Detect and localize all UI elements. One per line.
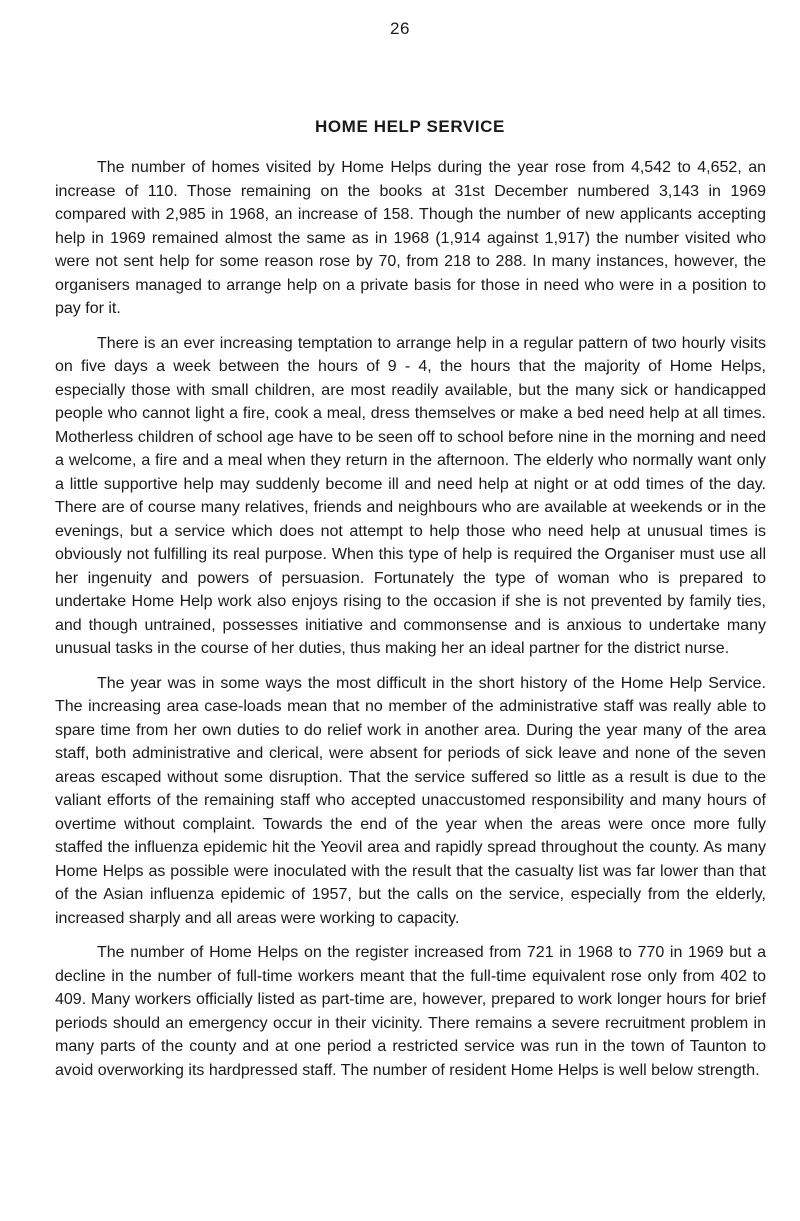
paragraph: The number of Home Helps on the register increased from 721 in 1968 to 770 in 1969 but a decline in the number of full-time workers meant that the full-time equivalent rose only from 402 to 409. Many workers officially listed as part-time are, however, prepared to work longer hours for brief periods should an emergency occur in their vicinity. There remains a severe recruitment problem in many parts of the county and at one period a restricted service was run in the town of Taunton to avoid overworking its hardpressed staff. The number of resident Home Helps is well below strength. xyxy=(55,944,766,1079)
section-heading: HOME HELP SERVICE xyxy=(314,117,505,136)
paragraph: The number of homes visited by Home Helps during the year rose from 4,542 to 4,652, an increase of 110. Those remaining on the books at 31st December numbered 3,143 in 1969 compared with 2,985 in 1968, an increase of 158. Though the number of new applicants accepting help in 1969 remained almost the same as in 1968 (1,914 against 1,917) the number visited who were not sent help for some reason rose by 70, from 218 to 288. In many instances, however, the organisers managed to arrange help on a private basis for those in need who were in a position to pay for it. xyxy=(55,159,766,317)
body-text xyxy=(55,156,766,1093)
paragraph: There is an ever increasing temptation to arrange help in a regular pattern of two hourly visits on five days a week between the hours of 9 - 4, the hours that the majority of Home Helps, especially those with small children, are most readily available, but the many sick or handicapped people who cannot light a fire, cook a meal, dress themselves or make a bed need help at all times. Motherless children of school age have to be seen off to school before nine in the morning and need a welcome, a fire and a meal when they return in the afternoon. The elderly who normally want only a little supportive help may suddenly become ill and need help at night or at odd times of the day. There are of course many relatives, friends and neighbours who are available at weekends or in the evenings, but a service which does not attempt to help those who need help at unusual times is obviously not fulfilling its real purpose. When this type of help is required the Organiser must use all her ingenuity and powers of persuasion. Fortunately the type of woman who is prepared to undertake Home Help work also enjoys rising to the occasion if she is not prevented by family ties, and though untrained, possesses initiative and commonsense and is anxious to undertake many unusual tasks in the course of her duties, thus making her an ideal partner for the district nurse. xyxy=(55,334,766,657)
page-number: 26 xyxy=(390,19,410,38)
paragraph: The year was in some ways the most difficult in the short history of the Home Help Service. The increasing area case-loads mean that no member of the administrative staff was really able to spare time from her own duties to do relief work in another area. During the year many of the area staff, both administrative and clerical, were absent for periods of sick leave and none of the seven areas escaped without some disruption. That the service suffered so little as a result is due to the valiant efforts of the remaining staff who accepted unaccustomed responsibility and many hours of overtime without complaint. Towards the end of the year when the areas were once more fully staffed the influenza epidemic hit the Yeovil area and rapidly spread throughout the county. As many Home Helps as possible were inoculated with the result that the casualty list was far lower than that of the Asian influenza epidemic of 1957, but the calls on the service, especially from the elderly, increased sharply and all areas were working to capacity. xyxy=(55,674,766,927)
